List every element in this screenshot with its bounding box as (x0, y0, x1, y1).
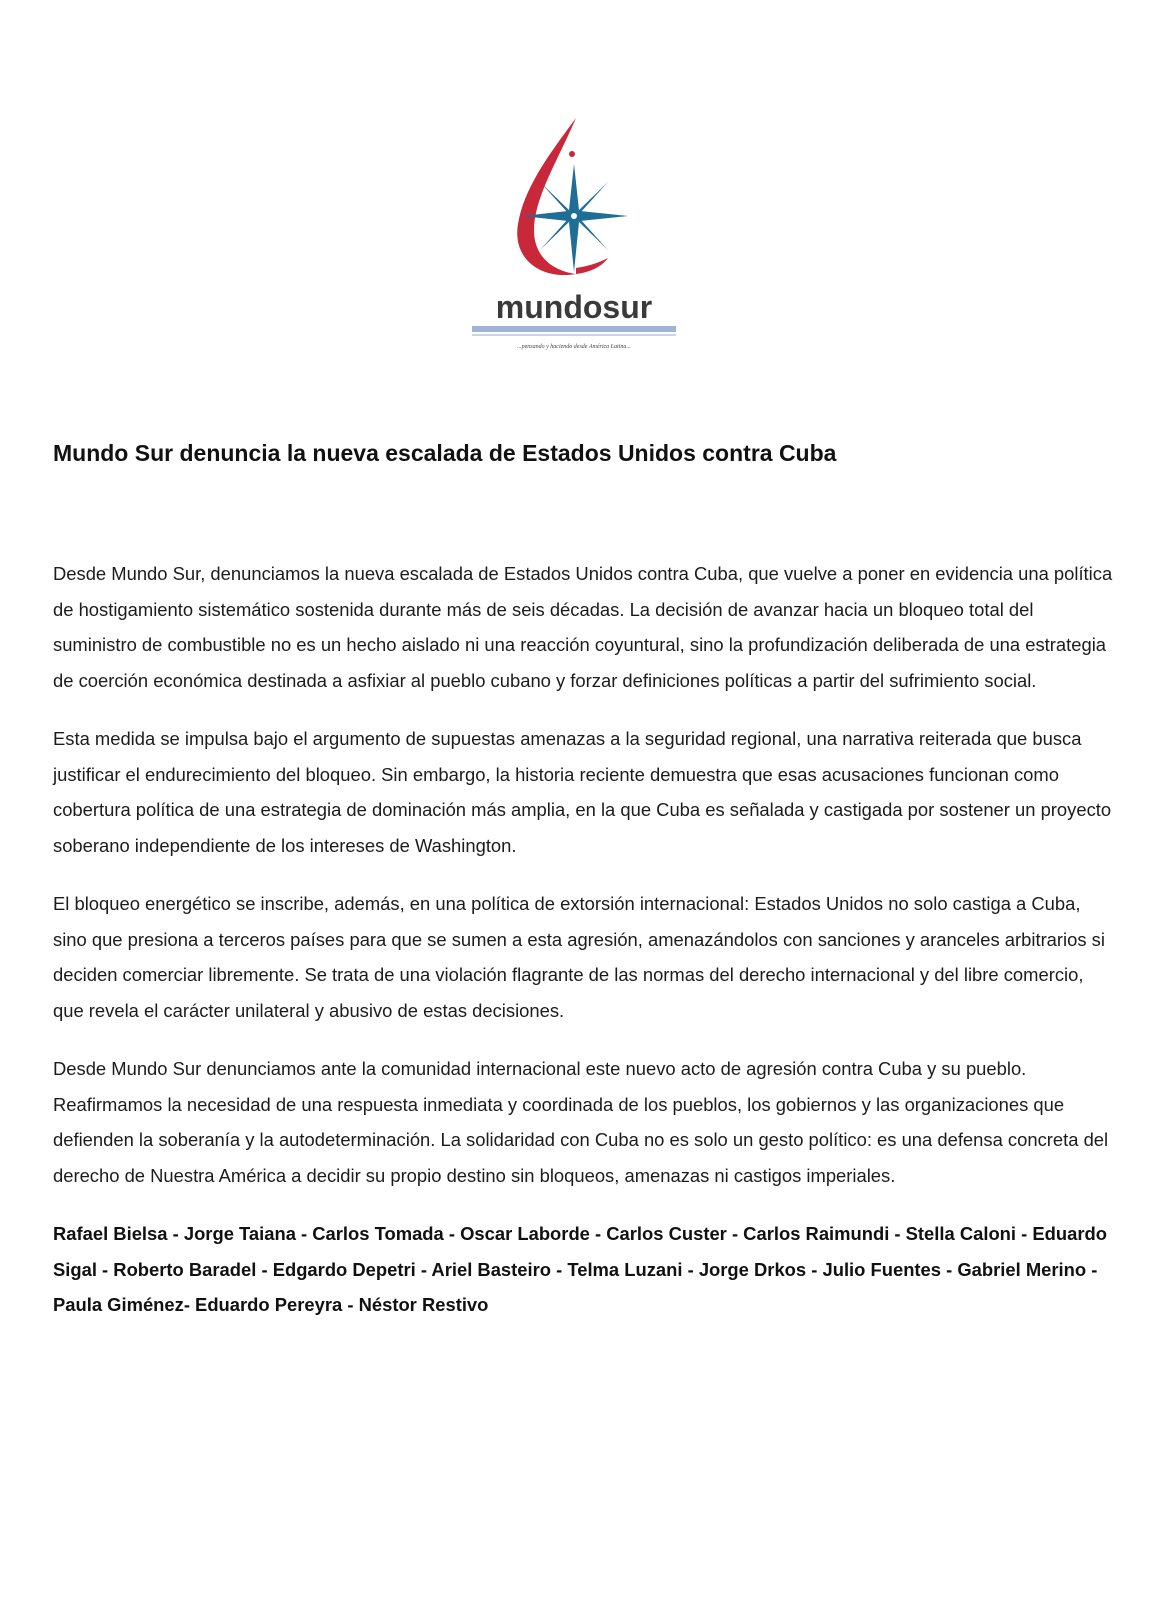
drop-icon (517, 118, 576, 275)
paragraph-2: Esta medida se impulsa bajo el argumento de supuestas amenazas a la seguridad regional, una narrativa reiterada que busca justificar el endurecimiento del bloqueo. Sin embargo, la historia reciente demuestra que esas acusaciones funcionan como cobertura política de una estrategia de dominación más amplia, en la que Cuba es señalada y castigada por sostener un proyecto soberano independiente de los intereses de Washington. (53, 728, 1112, 856)
article-title: Mundo Sur denuncia la nueva escalada de Estados Unidos contra Cuba (53, 440, 837, 466)
logo-wordmark: mundosur (495, 289, 653, 325)
logo-tagline: ...pensando y haciendo desde América Latina... (517, 344, 631, 350)
paragraph-1: Desde Mundo Sur, denunciamos la nueva escalada de Estados Unidos contra Cuba, que vuelve a poner en evidencia una política de hostigamiento sistemático sostenida durante más de seis décadas. La decisión de avanzar hacia un bloqueo total del suministro de combustible no es un hecho aislado ni una reacción coyuntural, sino la profundización deliberada de una estrategia de coerción económica destinada a asfixiar al pueblo cubano y forzar definiciones políticas a partir del sufrimiento social. (53, 563, 1113, 691)
paragraph-4: Desde Mundo Sur denunciamos ante la comunidad internacional este nuevo acto de agresión contra Cuba y su pueblo. Reafirmamos la necesidad de una respuesta inmediata y coordinada de los pueblos, los gobiernos y las organizaciones que defienden la soberanía y la autodeterminación. La solidaridad con Cuba no es solo un gesto político: es una defensa concreta del derecho de Nuestra América a decidir su propio destino sin bloqueos, amenazas ni castigos imperiales. (53, 1058, 1109, 1186)
signatures: Rafael Bielsa - Jorge Taiana - Carlos Tomada - Oscar Laborde - Carlos Custer - Carlos Raimundi - Stella Caloni - Eduardo Sigal - Roberto Baradel - Edgardo Depetri - Ariel Basteiro - Telma Luzani - Jorge Drkos - Julio Fuentes - Gabriel Merino - Paula Giménez- Eduardo Pereyra - Néstor Restivo (53, 1223, 1107, 1315)
logo-graphic (468, 112, 688, 368)
paragraph-3: El bloqueo energético se inscribe, además, en una política de extorsión internacional: Estados Unidos no solo castiga a Cuba, sino que presiona a terceros países para que se sumen a esta agresión, amenazándolos con sanciones y aranceles arbitrarios si deciden comerciar libremente. Se trata de una violación flagrante de las normas del derecho internacional y del libre comercio, que revela el carácter unilateral y abusivo de estas decisiones. (53, 893, 1105, 1021)
article-body (53, 556, 1115, 1346)
mundosur-logo (468, 112, 688, 368)
